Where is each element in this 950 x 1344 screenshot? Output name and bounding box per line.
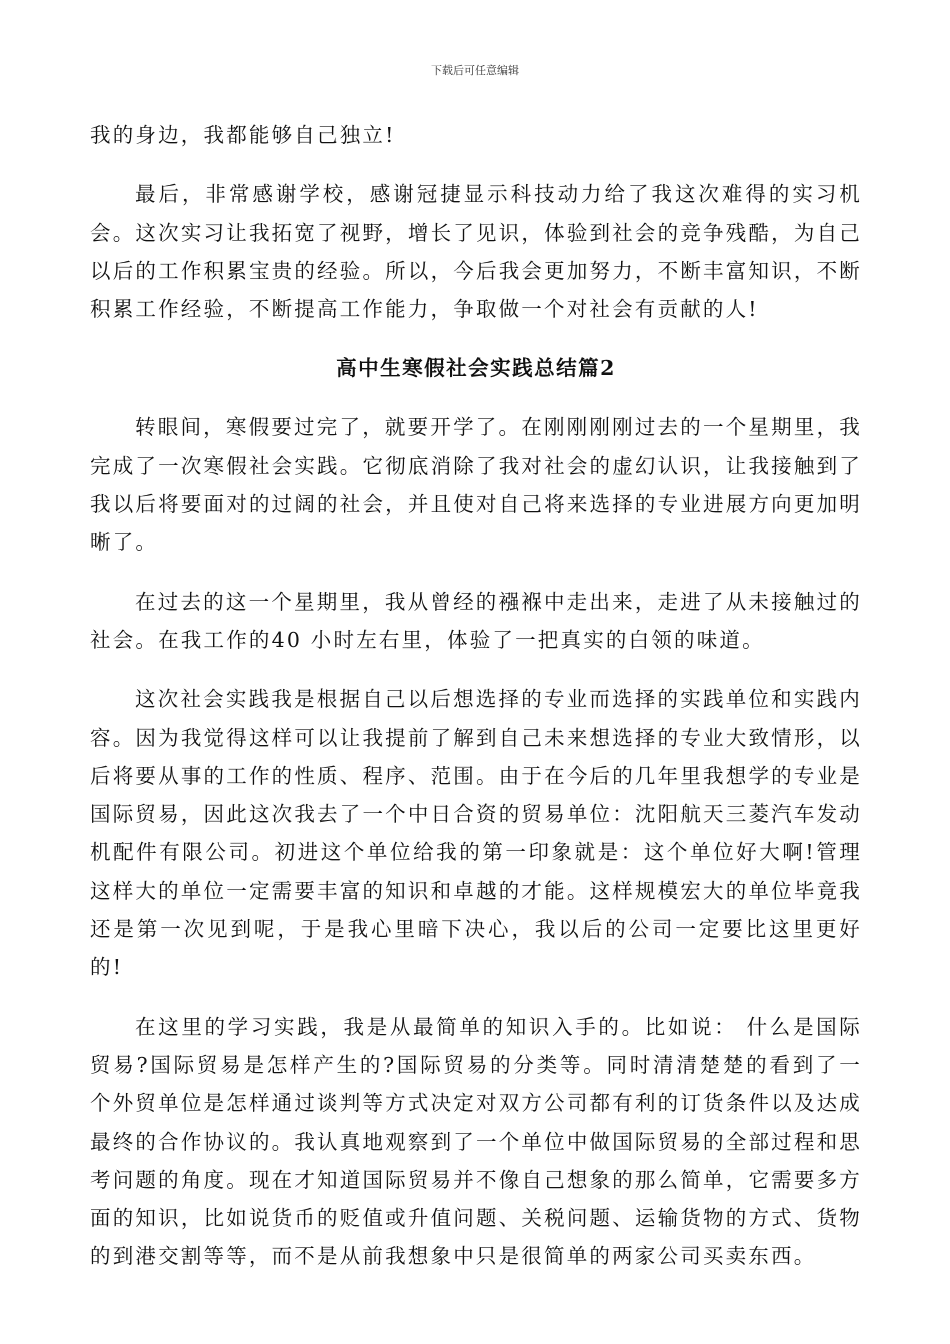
paragraph: 在这里的学习实践，我是从最简单的知识入手的。比如说： 什么是国际贸易?国际贸易是怎样产生的?国际贸易的分类等。同时清清楚楚的看到了一个外贸单位是怎样通过谈判等方式决定对双方公司都有利的订货条件以及达成最终的合作协议的。我认真地观察到了一个单位中做国际贸易的全部过程和思考问题的角度。现在才知道国际贸易并不像自己想象的那么简单，它需要多方面的知识，比如说货币的贬值或升值问题、关税问题、运输货物的方式、货物的到港交割等等，而不是从前我想象中只是很简单的两家公司买卖东西。 xyxy=(90,1014,862,1269)
section-title: 高中生寒假社会实践总结篇2 xyxy=(336,356,616,381)
paragraph: 我的身边，我都能够自己独立! xyxy=(90,123,396,147)
paragraph: 这次社会实践我是根据自己以后想选择的专业而选择的实践单位和实践内容。因为我觉得这样可以让我提前了解到自己未来想选择的专业大致情形，以后将要从事的工作的性质、程序、范围。由于在今后的几年里我想学的专业是国际贸易，因此这次我去了一个中日合资的贸易单位：沈阳航天三菱汽车发动机配件有限公司。初进这个单位给我的第一印象就是：这个单位好大啊!管理这样大的单位一定需要丰富的知识和卓越的才能。这样规模宏大的单位毕竟我还是第一次见到呢，于是我心里暗下决心，我以后的公司一定要比这里更好的! xyxy=(90,687,862,980)
page-header: 下载后可任意编辑 xyxy=(431,64,519,77)
document-body xyxy=(90,116,862,1297)
paragraph: 最后，非常感谢学校，感谢冠捷显示科技动力给了我这次难得的实习机会。这次实习让我拓宽了视野，增长了见识，体验到社会的竞争残酷，为自己以后的工作积累宝贵的经验。所以，今后我会更加努力，不断丰富知识，不断积累工作经验，不断提高工作能力，争取做一个对社会有贡献的人! xyxy=(90,182,862,322)
paragraph: 转眼间，寒假要过完了，就要开学了。在刚刚刚刚过去的一个星期里，我完成了一次寒假社会实践。它彻底消除了我对社会的虚幻认识，让我接触到了我以后将要面对的过阔的社会，并且使对自己将来选择的专业进展方向更加明晰了。 xyxy=(90,415,862,555)
paragraph: 在过去的这一个星期里，我从曾经的襁褓中走出来，走进了从未接触过的社会。在我工作的40 小时左右里，体验了一把真实的白领的味道。 xyxy=(90,589,862,652)
